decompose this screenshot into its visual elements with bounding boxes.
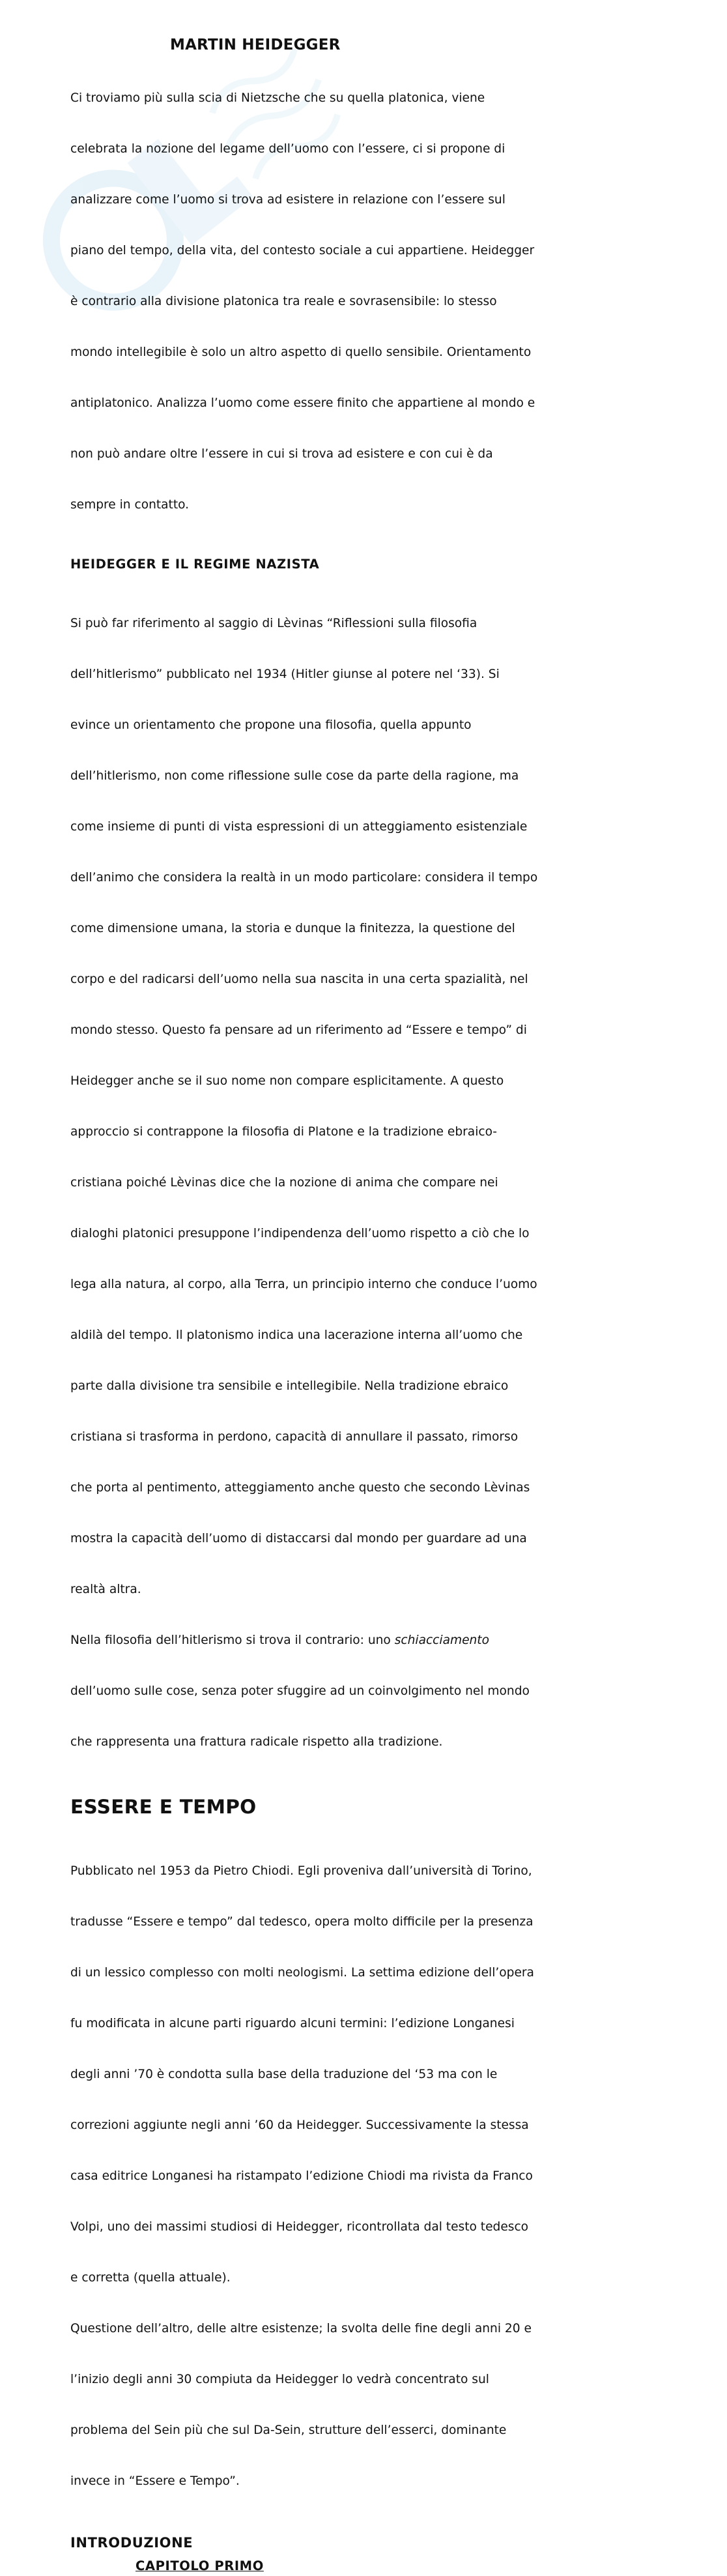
text-line: dialoghi platonici presuppone l’indipendenza dell’uomo rispetto a ciò che lo (70, 1227, 530, 1240)
nazismo-paragraph (70, 581, 605, 1785)
text-line: mondo stesso. Questo fa pensare ad un riferimento ad “Essere e tempo” di (70, 1023, 527, 1037)
text-line: parte dalla divisione tra sensibile e intellegibile. Nella tradizione ebraico (70, 1379, 509, 1393)
text-line: approccio si contrappone la filosofia di Platone e la tradizione ebraico- (70, 1125, 498, 1139)
text-line: come dimensione umana, la storia e dunque la finitezza, la questione del (70, 922, 515, 935)
text-line: casa editrice Longanesi ha ristampato l’edizione Chiodi ma rivista da Franco (70, 2169, 533, 2183)
text-line: dell’hitlerismo” pubblicato nel 1934 (Hitler giunse al potere nel ‘33). Si (70, 667, 500, 681)
text-line: di un lessico complesso con molti neologismi. La settima edizione dell’opera (70, 1966, 534, 1980)
text-line: Volpi, uno dei massimi studiosi di Heidegger, ricontrollata dal testo tedesco (70, 2220, 529, 2234)
text-line: non può andare oltre l’essere in cui si trova ad esistere e con cui è da (70, 447, 493, 461)
section-heading-nazismo: HEIDEGGER E IL REGIME NAZISTA (70, 557, 320, 572)
section-heading-introduzione: INTRODUZIONE (70, 2535, 193, 2551)
text-line: Si può far riferimento al saggio di Lèvinas “Riflessioni sulla filosofia (70, 617, 478, 630)
text-line: Ci troviamo più sulla scia di Nietzsche che su quella platonica, viene (70, 91, 485, 105)
essere-e-tempo-paragraph (70, 1829, 605, 2524)
text-line: aldilà del tempo. Il platonismo indica una lacerazione interna all’uomo che (70, 1328, 523, 1342)
text-line: dell’animo che considera la realtà in un modo particolare: considera il tempo (70, 871, 538, 885)
text-line: cristiana poiché Lèvinas dice che la nozione di anima che compare nei (70, 1176, 498, 1190)
text-line: problema del Sein più che sul Da-Sein, strutture dell’esserci, dominante (70, 2423, 507, 2437)
text-line: lega alla natura, al corpo, alla Terra, un principio interno che conduce l’uomo (70, 1278, 537, 1291)
text-line: fu modificata in alcune parti riguardo alcuni termini: l’edizione Longanesi (70, 2017, 515, 2030)
text-line: che rappresenta una frattura radicale rispetto alla tradizione. (70, 1735, 443, 1749)
text-line: mondo intellegibile è solo un altro aspetto di quello sensibile. Orientamento (70, 345, 532, 359)
text-line: invece in “Essere e Tempo”. (70, 2474, 240, 2488)
text-line: piano del tempo, della vita, del contesto sociale a cui appartiene. Heidegger (70, 244, 535, 257)
text-line: cristiana si trasforma in perdono, capacità di annullare il passato, rimorso (70, 1430, 519, 1444)
text-line: che porta al pentimento, atteggiamento anche questo che secondo Lèvinas (70, 1481, 530, 1495)
text-line: evince un orientamento che propone una filosofia, quella appunto (70, 718, 472, 732)
text-line-with-italic (70, 1632, 605, 1649)
text-line: dell’hitlerismo, non come riflessione sulle cose da parte della ragione, ma (70, 769, 519, 783)
text-fragment: Nella filosofia dell’hitlerismo si trova il contrario: uno (70, 1633, 395, 1647)
text-line: corpo e del radicarsi dell’uomo nella sua nascita in una certa spazialità, nel (70, 973, 528, 986)
text-line: come insieme di punti di vista espressioni di un atteggiamento esistenziale (70, 820, 528, 834)
text-line: correzioni aggiunte negli anni ’60 da Heidegger. Successivamente la stessa (70, 2118, 529, 2132)
text-line: l’inizio degli anni 30 compiuta da Heidegger lo vedrà concentrato sul (70, 2373, 489, 2386)
document-title: MARTIN HEIDEGGER (170, 37, 341, 53)
text-line: Questione dell’altro, delle altre esistenze; la svolta delle fine degli anni 20 e (70, 2322, 532, 2335)
text-line: e corretta (quella attuale). (70, 2271, 231, 2285)
text-line: degli anni ’70 è condotta sulla base della traduzione del ‘53 ma con le (70, 2068, 498, 2081)
document-content (70, 34, 605, 2576)
text-line: mostra la capacità dell’uomo di distaccarsi dal mondo per guardare ad una (70, 1532, 527, 1545)
text-line: sempre in contatto. (70, 498, 190, 512)
text-line: tradusse “Essere e tempo” dal tedesco, opera molto difficile per la presenza (70, 1915, 534, 1929)
text-line: dell’uomo sulle cose, senza poter sfuggire ad un coinvolgimento nel mondo (70, 1684, 530, 1698)
italic-term: schiacciamento (394, 1633, 489, 1647)
text-line: realtà altra. (70, 1583, 141, 1596)
text-line: Pubblicato nel 1953 da Pietro Chiodi. Egli proveniva dall’università di Torino, (70, 1864, 532, 1878)
text-line: Heidegger anche se il suo nome non compare esplicitamente. A questo (70, 1074, 504, 1088)
subheading-capitolo-primo: CAPITOLO PRIMO (135, 2558, 264, 2573)
text-line: analizzare come l’uomo si trova ad esistere in relazione con l’essere sul (70, 193, 506, 207)
text-line: antiplatonico. Analizza l’uomo come essere finito che appartiene al mondo e (70, 396, 535, 410)
intro-paragraph (70, 56, 605, 548)
text-line: celebrata la nozione del legame dell’uomo con l’essere, ci si propone di (70, 142, 506, 156)
text-line: è contrario alla divisione platonica tra reale e sovrasensibile: lo stesso (70, 295, 497, 308)
section-heading-essere-e-tempo: ESSERE E TEMPO (70, 1796, 257, 1818)
